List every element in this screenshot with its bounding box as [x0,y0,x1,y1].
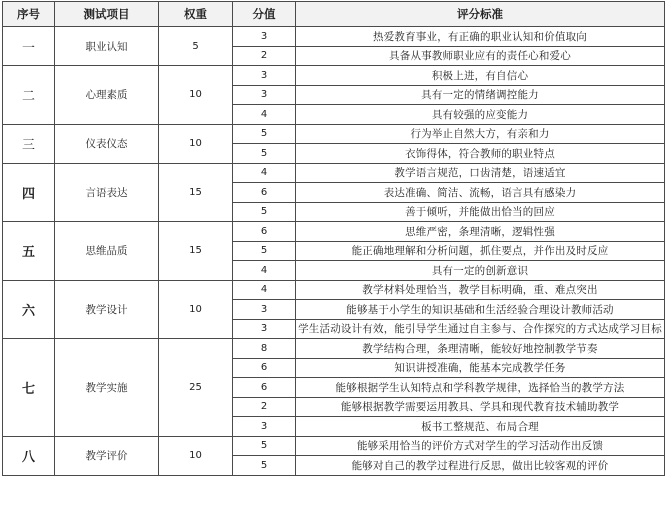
header-criteria: 评分标准 [296,2,665,27]
row-criterion: 思维严密，条理清晰，逻辑性强 [296,222,665,242]
header-index: 序号 [3,2,55,27]
row-score: 3 [233,27,296,47]
section-item: 思维品质 [55,222,159,281]
row-criterion: 积极上进，有自信心 [296,66,665,86]
section-weight: 5 [159,27,233,66]
row-criterion: 具有一定的情绪调控能力 [296,85,665,105]
section-weight: 10 [159,124,233,163]
table-row [3,66,665,86]
row-score: 3 [233,66,296,86]
row-score: 4 [233,261,296,281]
row-score: 5 [233,456,296,476]
section-index: 一 [3,27,55,66]
row-score: 5 [233,202,296,222]
row-score: 8 [233,339,296,359]
row-criterion: 能正确地理解和分析问题，抓住要点，并作出及时反应 [296,241,665,261]
table-row [3,27,665,47]
section-weight: 10 [159,66,233,125]
row-criterion: 能够对自己的教学过程进行反思，做出比较客观的评价 [296,456,665,476]
row-criterion: 能够根据学生认知特点和学科教学规律，选择恰当的教学方法 [296,378,665,398]
row-criterion: 具有较强的应变能力 [296,105,665,125]
section-weight: 10 [159,436,233,475]
section-weight: 25 [159,339,233,437]
section-index: 三 [3,124,55,163]
section-weight: 10 [159,280,233,339]
row-criterion: 板书工整规范、布局合理 [296,417,665,437]
section-index: 二 [3,66,55,125]
header-weight: 权重 [159,2,233,27]
row-score: 4 [233,163,296,183]
section-item: 教学设计 [55,280,159,339]
section-item: 职业认知 [55,27,159,66]
row-score: 3 [233,319,296,339]
row-criterion: 能够采用恰当的评价方式对学生的学习活动作出反馈 [296,436,665,456]
row-score: 5 [233,436,296,456]
row-criterion: 行为举止自然大方，有亲和力 [296,124,665,144]
table-row [3,163,665,183]
header-row [3,2,665,27]
row-criterion: 能够根据教学需要运用教具、学具和现代教育技术辅助教学 [296,397,665,417]
table-row [3,436,665,456]
section-item: 教学实施 [55,339,159,437]
section-index: 五 [3,222,55,281]
row-criterion: 教学语言规范，口齿清楚，语速适宜 [296,163,665,183]
row-criterion: 教学材料处理恰当，教学目标明确，重、难点突出 [296,280,665,300]
row-score: 3 [233,300,296,320]
row-criterion: 衣饰得体，符合教师的职业特点 [296,144,665,164]
row-criterion: 知识讲授准确，能基本完成教学任务 [296,358,665,378]
table-body [3,27,665,476]
row-score: 2 [233,46,296,66]
row-criterion: 具备从事教师职业应有的责任心和爱心 [296,46,665,66]
table-row [3,339,665,359]
row-criterion: 善于倾听，并能做出恰当的回应 [296,202,665,222]
row-score: 6 [233,183,296,203]
row-score: 5 [233,144,296,164]
header-item: 测试项目 [55,2,159,27]
row-score: 6 [233,222,296,242]
section-index: 八 [3,436,55,475]
section-weight: 15 [159,222,233,281]
row-score: 5 [233,124,296,144]
row-criterion: 能够基于小学生的知识基础和生活经验合理设计教师活动 [296,300,665,320]
row-criterion: 学生活动设计有效，能引导学生通过自主参与、合作探究的方式达成学习目标 [296,319,665,339]
table-row [3,280,665,300]
scoring-table [2,1,665,476]
section-index: 六 [3,280,55,339]
row-criterion: 具有一定的创新意识 [296,261,665,281]
row-score: 6 [233,358,296,378]
row-score: 3 [233,85,296,105]
row-score: 5 [233,241,296,261]
section-index: 七 [3,339,55,437]
row-criterion: 热爱教育事业，有正确的职业认知和价值取向 [296,27,665,47]
section-item: 教学评价 [55,436,159,475]
section-item: 心理素质 [55,66,159,125]
section-item: 仪表仪态 [55,124,159,163]
row-score: 4 [233,280,296,300]
section-item: 言语表达 [55,163,159,222]
table-row [3,124,665,144]
row-score: 4 [233,105,296,125]
row-criterion: 教学结构合理，条理清晰，能较好地控制教学节奏 [296,339,665,359]
section-weight: 15 [159,163,233,222]
header-score: 分值 [233,2,296,27]
table-row [3,222,665,242]
row-score: 6 [233,378,296,398]
row-score: 2 [233,397,296,417]
section-index: 四 [3,163,55,222]
row-criterion: 表达准确、简洁、流畅，语言具有感染力 [296,183,665,203]
row-score: 3 [233,417,296,437]
